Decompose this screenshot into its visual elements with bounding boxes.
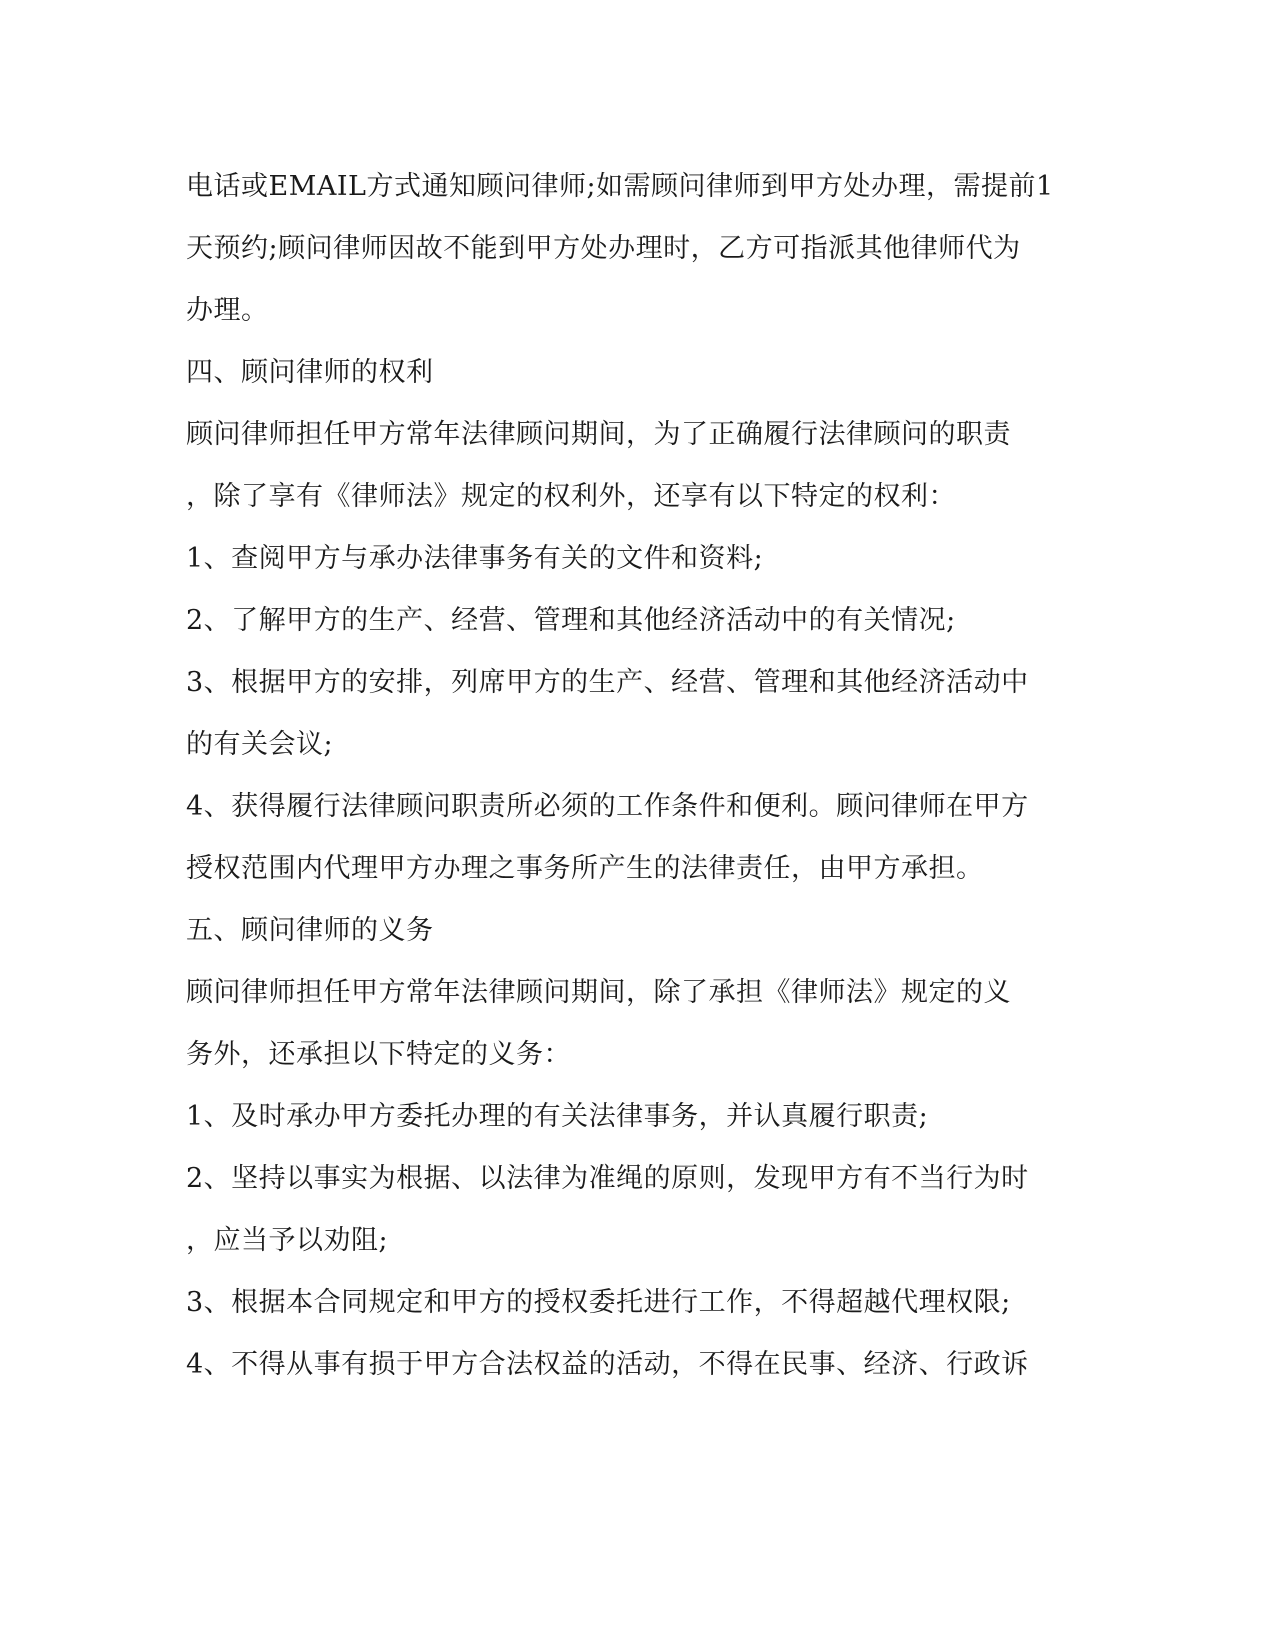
list-item-right-3: 3、根据甲方的安排，列席甲方的生产、经营、管理和其他经济活动中 [186,667,1029,698]
paragraph-line: 顾问律师担任甲方常年法律顾问期间，除了承担《律师法》规定的义 [186,977,1011,1008]
list-item-right-1: 1、查阅甲方与承办法律事务有关的文件和资料; [186,543,764,574]
list-item-duty-2-cont: ，应当予以劝阻; [186,1225,389,1256]
list-item-right-3-cont: 的有关会议; [186,729,334,760]
section-heading-rights: 四、顾问律师的权利 [186,357,434,388]
text-line-continuation: 天预约;顾问律师因故不能到甲方处办理时，乙方可指派其他律师代为 [186,233,1021,264]
list-item-right-2: 2、了解甲方的生产、经营、管理和其他经济活动中的有关情况; [186,605,956,636]
paragraph-line: 务外，还承担以下特定的义务： [186,1039,571,1070]
text-line-continuation: 办理。 [186,295,269,326]
list-item-duty-3: 3、根据本合同规定和甲方的授权委托进行工作，不得超越代理权限; [186,1287,1011,1318]
list-item-right-4: 4、获得履行法律顾问职责所必须的工作条件和便利。顾问律师在甲方 [186,791,1029,822]
list-item-right-4-cont: 授权范围内代理甲方办理之事务所产生的法律责任，由甲方承担。 [186,853,984,884]
list-item-duty-1: 1、及时承办甲方委托办理的有关法律事务，并认真履行职责; [186,1101,929,1132]
paragraph-line: 顾问律师担任甲方常年法律顾问期间，为了正确履行法律顾问的职责 [186,419,1011,450]
text-line-continuation: 电话或EMAIL方式通知顾问律师;如需顾问律师到甲方处办理，需提前1 [186,171,1054,202]
list-item-duty-4: 4、不得从事有损于甲方合法权益的活动，不得在民事、经济、行政诉 [186,1349,1029,1380]
document-body [186,156,1086,1396]
section-heading-duties: 五、顾问律师的义务 [186,915,434,946]
paragraph-line: ，除了享有《律师法》规定的权利外，还享有以下特定的权利： [186,481,956,512]
list-item-duty-2: 2、坚持以事实为根据、以法律为准绳的原则，发现甲方有不当行为时 [186,1163,1029,1194]
